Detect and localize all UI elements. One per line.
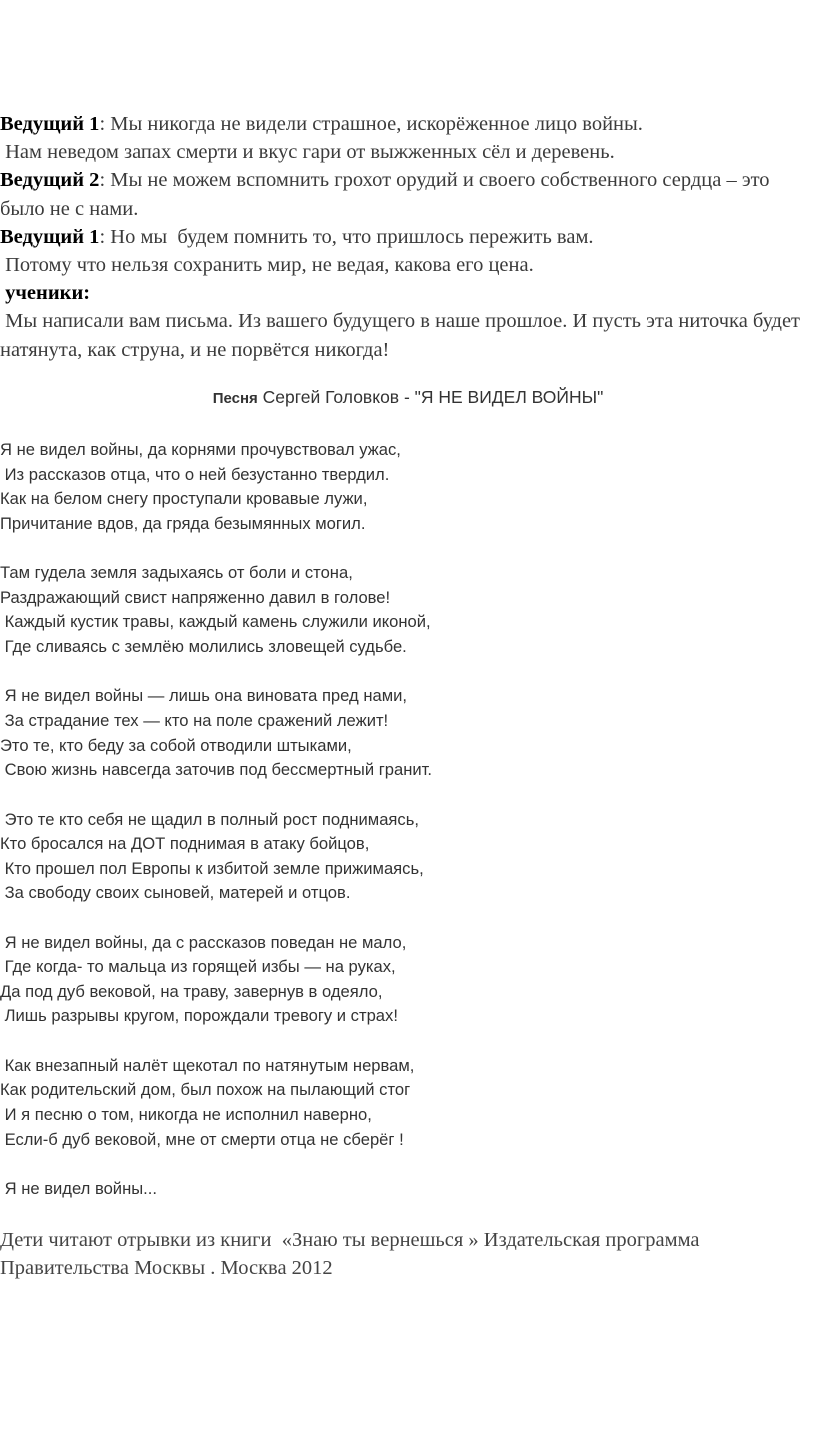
stanza (0, 931, 812, 1029)
intro-block (0, 110, 812, 364)
lyric-line: За свободу своих сыновей, матерей и отцов. (0, 883, 351, 903)
intro-text: Потому что нельзя сохранить мир, не ведая, какова его цена. (0, 254, 534, 277)
speaker-label: Ведущий 2 (0, 169, 100, 192)
intro-line (0, 223, 812, 251)
lyric-line: Как родительский дом, был похож на пылающий стог (0, 1080, 411, 1100)
intro-line (0, 166, 812, 222)
lyric-line: Как на белом снегу проступали кровавые лужи, (0, 489, 368, 509)
lyric-line: Я не видел войны — лишь она виновата пред нами, (0, 686, 407, 706)
lyric-line: Кто бросался на ДОТ поднимая в атаку бойцов, (0, 834, 370, 854)
stanza (0, 438, 812, 536)
lyric-line: И я песню о том, никогда не исполнил наверно, (0, 1105, 372, 1125)
speaker-label: Ведущий 1 (0, 225, 100, 248)
lyric-line: Я не видел войны... (0, 1179, 157, 1199)
intro-line (0, 279, 812, 307)
lyric-line: Если-б дуб вековой, мне от смерти отца не сберёг ! (0, 1129, 404, 1149)
lyric-line: Причитание вдов, да гряда безымянных могил. (0, 513, 366, 533)
lyric-line: Я не видел войны, да с рассказов поведан не мало, (0, 932, 407, 952)
stanza (0, 561, 812, 659)
intro-text: Мы написали вам письма. Из вашего будущего в наше прошлое. И пусть эта ниточка будет натянута, как струна, и не порвётся никогда! (0, 310, 806, 361)
lyric-line: Свою жизнь навсегда заточив под бессмертный гранит. (0, 760, 433, 780)
intro-text: Нам неведом запах смерти и вкус гари от выжженных сёл и деревень. (0, 141, 615, 164)
intro-line (0, 138, 812, 166)
lyric-line: Кто прошел пол Европы к избитой земле прижимаясь, (0, 858, 424, 878)
intro-text: : Мы не можем вспомнить грохот орудий и своего собственного сердца – это было не с нами. (0, 169, 775, 220)
intro-text: : Но мы будем помнить то, что пришлось пережить вам. (99, 225, 594, 248)
song-lyrics (0, 438, 812, 1226)
lyric-line: Где когда- то мальца из горящей избы — на руках, (0, 957, 396, 977)
lyric-line: Да под дуб вековой, на траву, завернув в одеяло, (0, 981, 383, 1001)
lyric-line: За страдание тех — кто на поле сражений лежит! (0, 710, 389, 730)
intro-line (0, 110, 812, 138)
intro-text: : Мы никогда не видели страшное, искорёженное лицо войны. (99, 113, 643, 135)
lyric-line: Это те кто себя не щадил в полный рост поднимаясь, (0, 809, 419, 829)
lyric-line: Это те, кто беду за собой отводили штыками, (0, 735, 352, 755)
speaker-label: Ведущий 1 (0, 113, 100, 135)
stanza (0, 1054, 812, 1152)
stanza (0, 808, 812, 906)
lyric-line: Там гудела земля задыхаясь от боли и стона, (0, 563, 353, 583)
lyric-line: Я не видел войны, да корнями прочувствовал ужас, (0, 440, 401, 459)
closing-paragraph: Дети читают отрывки из книги «Знаю ты вернешься » Издательская программа Правительства Москвы . Москва 2012 (0, 1229, 705, 1279)
lyric-line: Как внезапный налёт щекотал по натянутым нервам, (0, 1055, 415, 1075)
lyric-line: Каждый кустик травы, каждый камень служили иконой, (0, 612, 431, 632)
lyric-line: Лишь разрывы кругом, порождали тревогу и страх! (0, 1006, 398, 1026)
stanza (0, 684, 812, 782)
song-label: Песня (212, 390, 258, 407)
song-title (0, 387, 816, 408)
students-label: ученики: (0, 282, 91, 305)
intro-line (0, 251, 812, 279)
stanza (0, 1177, 812, 1202)
lyric-line: Раздражающий свист напряженно давил в голове! (0, 587, 391, 607)
lyric-line: Где сливаясь с землёю молились зловещей судьбе. (0, 636, 407, 656)
intro-line (0, 307, 812, 363)
song-name: Сергей Головков - "Я НЕ ВИДЕЛ ВОЙНЫ" (257, 387, 604, 407)
lyric-line: Из рассказов отца, что о ней безустанно твердил. (0, 464, 390, 484)
